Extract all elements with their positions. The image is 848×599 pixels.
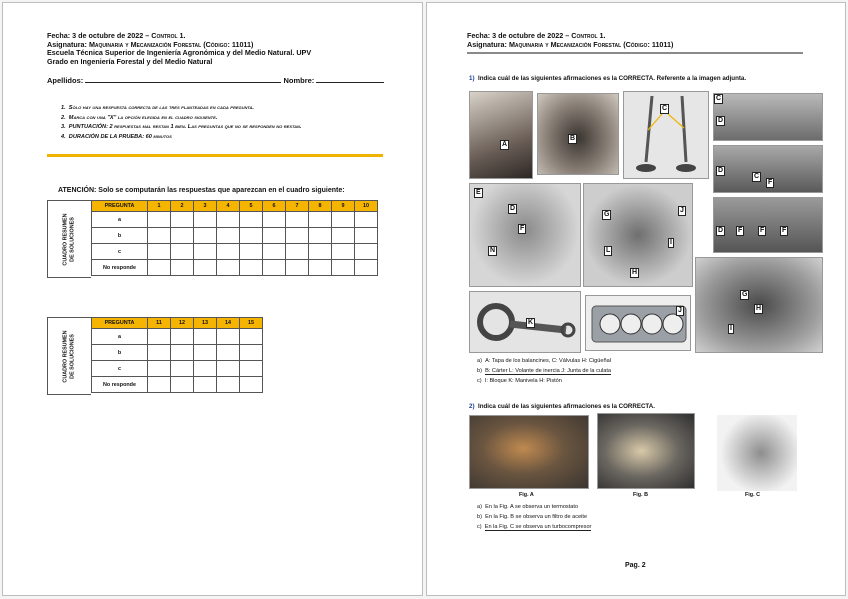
part-label: D [718, 117, 724, 124]
answer-cell[interactable] [148, 228, 171, 244]
answer-cell[interactable] [240, 260, 263, 276]
instruction-item: 3. PUNTUACIÓN: 2 respuestas mal restan 1 bien. Las preguntas que no se responden no restan. [61, 124, 302, 130]
apellidos-field[interactable] [85, 75, 281, 83]
row-label: a [92, 329, 148, 345]
header-divider [467, 52, 803, 54]
part-label: F [782, 227, 787, 234]
answer-option[interactable]: b) B: Cárter L: Volante de inercia J: Junta de la culata [477, 368, 612, 374]
student-name-line [47, 75, 384, 86]
answer-option[interactable]: c) I: Bloque K: Manivela H: Pistón [477, 378, 562, 384]
answer-cell[interactable] [171, 244, 194, 260]
answer-cell[interactable] [171, 212, 194, 228]
part-label: J [678, 307, 682, 314]
exam-page-1 [2, 2, 423, 596]
instruction-item: 1. Sólo hay una respuesta correcta de las tres planteadas en cada pregunta. [61, 105, 254, 111]
answer-cell[interactable] [171, 361, 194, 377]
rocker-cover-photo [469, 91, 533, 179]
figure-caption: Fig. A [519, 492, 534, 498]
row-label: c [92, 361, 148, 377]
answer-option[interactable]: b) En la Fig. B se observa un filtro de aceite [477, 514, 588, 520]
answer-cell[interactable] [194, 361, 217, 377]
question-1: 1) Indica cuál de las siguientes afirmaciones es la CORRECTA. Referente a la imagen adjunta. [469, 75, 747, 82]
instructions-list [61, 104, 302, 142]
answer-cell[interactable] [263, 212, 286, 228]
answer-cell[interactable] [286, 244, 309, 260]
engine-parts-figure [467, 89, 825, 354]
part-label: J [680, 207, 684, 214]
engine-block-photo [583, 183, 693, 287]
answer-table-1 [91, 200, 378, 276]
nombre-field[interactable] [316, 75, 384, 83]
column-header: 3 [194, 201, 217, 212]
answer-cell[interactable] [171, 345, 194, 361]
part-label: K [528, 319, 534, 326]
exam-page-2 [426, 2, 846, 596]
column-header: 5 [240, 201, 263, 212]
answer-cell[interactable] [148, 329, 171, 345]
row-label: b [92, 228, 148, 244]
table-row [92, 361, 263, 377]
cylinder-head-top-photo [713, 93, 823, 141]
answer-cell[interactable] [217, 212, 240, 228]
answer-cell[interactable] [148, 377, 171, 393]
attention-note: ATENCIÓN: Solo se computarán las respuestas que aparezcan en el cuadro siguiente: [58, 187, 345, 194]
row-label: No responde [92, 377, 148, 393]
column-header: 6 [263, 201, 286, 212]
connecting-rod-photo [469, 291, 581, 353]
part-label: D [718, 167, 724, 174]
apellidos-label: Apellidos: [47, 76, 84, 85]
table-row [92, 260, 378, 276]
table-row [92, 345, 263, 361]
answer-cell[interactable] [263, 228, 286, 244]
exam-header [47, 32, 311, 66]
column-header: 14 [217, 318, 240, 329]
part-label: D [510, 205, 516, 212]
part-label: F [520, 225, 525, 232]
answer-cell[interactable] [217, 228, 240, 244]
header-school-line: Escuela Técnica Superior de Ingeniería Agronómica y del Medio Natural. UPV [47, 48, 312, 58]
part-label: B [570, 135, 576, 142]
column-header: 13 [194, 318, 217, 329]
answer-cell[interactable] [194, 377, 217, 393]
part-label: H [632, 269, 638, 276]
fig-c-photo [717, 415, 797, 491]
header-subject-line: Asignatura: Maquinaria y Mecanización Forestal (Código: 11011) [467, 39, 674, 49]
answer-cell[interactable] [355, 244, 378, 260]
nombre-label: Nombre: [283, 76, 315, 85]
answer-cell[interactable] [332, 244, 355, 260]
question-2-options [477, 502, 591, 532]
oil-pan-photo [537, 93, 619, 175]
question-1-options [477, 356, 611, 386]
answer-cell[interactable] [194, 228, 217, 244]
instruction-item: 4. DURACIÓN DE LA PRUEBA: 60 minutos [61, 133, 172, 140]
answer-cell[interactable] [240, 345, 263, 361]
part-label: C [754, 173, 760, 180]
part-label: H [756, 305, 762, 312]
part-label: E [476, 189, 481, 196]
answer-cell[interactable] [217, 361, 240, 377]
answer-cell[interactable] [355, 260, 378, 276]
part-label: F [738, 227, 743, 234]
table-row [92, 244, 378, 260]
answer-option[interactable]: a) A: Tapa de los balancines, C: Válvulas H: Cigüeñal [477, 358, 611, 364]
column-header: 4 [217, 201, 240, 212]
answer-cell[interactable] [355, 228, 378, 244]
answer-cell[interactable] [263, 260, 286, 276]
crankshaft-block-photo [695, 257, 823, 353]
answer-table-2 [91, 317, 263, 393]
summary-side-box [47, 200, 91, 278]
answer-cell[interactable] [194, 244, 217, 260]
header-date-line: Fecha: 3 de octubre de 2022 – Control 1. [47, 31, 186, 40]
column-header: 12 [171, 318, 194, 329]
question-2: 2) Indica cuál de las siguientes afirmaciones es la CORRECTA. [469, 403, 655, 410]
answer-cell[interactable] [194, 260, 217, 276]
answer-cell[interactable] [171, 377, 194, 393]
figure-caption: Fig. B [633, 492, 648, 498]
part-label: D [718, 227, 724, 234]
answer-cell[interactable] [194, 345, 217, 361]
answer-cell[interactable] [194, 329, 217, 345]
part-label: I [670, 239, 672, 246]
answer-cell[interactable] [171, 329, 194, 345]
answer-cell[interactable] [148, 345, 171, 361]
column-header: 10 [355, 201, 378, 212]
part-label: F [768, 179, 773, 186]
answer-cell[interactable] [148, 260, 171, 276]
table-row [92, 212, 378, 228]
answer-cell[interactable] [286, 212, 309, 228]
row-label: c [92, 244, 148, 260]
answer-cell[interactable] [309, 228, 332, 244]
answer-cell[interactable] [148, 212, 171, 228]
header-date-line: Fecha: 3 de octubre de 2022 – Control 1. [467, 31, 606, 40]
row-label: No responde [92, 260, 148, 276]
answer-cell[interactable] [217, 329, 240, 345]
answer-cell[interactable] [286, 228, 309, 244]
answer-cell[interactable] [217, 345, 240, 361]
fig-a-photo [469, 415, 589, 489]
answer-cell[interactable] [217, 260, 240, 276]
column-header: 8 [309, 201, 332, 212]
answer-cell[interactable] [240, 361, 263, 377]
row-label: b [92, 345, 148, 361]
fig-b-photo [597, 413, 695, 489]
answer-cell[interactable] [309, 212, 332, 228]
answer-cell[interactable] [309, 260, 332, 276]
part-label: I [730, 325, 732, 332]
column-header: 9 [332, 201, 355, 212]
answer-cell[interactable] [332, 260, 355, 276]
cylinder-head-mid-photo [713, 145, 823, 193]
answer-cell[interactable] [332, 212, 355, 228]
part-label: C [662, 105, 668, 112]
table-row [92, 329, 263, 345]
answer-cell[interactable] [194, 212, 217, 228]
column-header: 11 [148, 318, 171, 329]
part-label: C [716, 95, 722, 102]
part-label: A [502, 141, 508, 148]
column-header: 1 [148, 201, 171, 212]
row-label: a [92, 212, 148, 228]
answer-cell[interactable] [263, 244, 286, 260]
answer-cell[interactable] [240, 212, 263, 228]
answer-cell[interactable] [217, 244, 240, 260]
part-label: G [742, 291, 748, 298]
table-row [92, 377, 263, 393]
table-row [92, 228, 378, 244]
answer-cell[interactable] [355, 212, 378, 228]
answer-cell[interactable] [240, 377, 263, 393]
valves-photo [623, 91, 709, 179]
figure-caption: Fig. C [745, 492, 760, 498]
head-gasket-photo [585, 295, 691, 351]
answer-cell[interactable] [309, 244, 332, 260]
answer-cell[interactable] [240, 329, 263, 345]
head-gasket-drawing [586, 296, 691, 351]
answer-cell[interactable] [332, 228, 355, 244]
answer-option[interactable]: c) En la Fig. C se observa un turbocompresor [477, 524, 592, 530]
column-header: PREGUNTA [92, 318, 148, 329]
answer-cell[interactable] [217, 377, 240, 393]
camshaft-assembly-photo [469, 183, 581, 287]
answer-cell[interactable] [171, 260, 194, 276]
answer-cell[interactable] [148, 244, 171, 260]
column-header: 15 [240, 318, 263, 329]
answer-cell[interactable] [240, 228, 263, 244]
cylinder-head-bottom-photo [713, 197, 823, 253]
instruction-item: 2. Marca con una "X" la opción elegida en el cuadro siguiente. [61, 114, 218, 121]
summary-side-label: CUADRO RESUMEN DE SOLUCIONES [62, 330, 75, 383]
part-label: N [490, 247, 496, 254]
answer-cell[interactable] [240, 244, 263, 260]
instructions-divider [47, 154, 383, 157]
column-header: 7 [286, 201, 309, 212]
part-label: G [604, 211, 610, 218]
answer-cell[interactable] [171, 228, 194, 244]
exam-header [467, 32, 673, 49]
part-label: L [606, 247, 611, 254]
page-number: Pag. 2 [625, 562, 646, 569]
answer-cell[interactable] [148, 361, 171, 377]
part-label: F [760, 227, 765, 234]
answer-option[interactable]: a) En la Fig. A se observa un termostato [477, 504, 579, 510]
column-header: PREGUNTA [92, 201, 148, 212]
header-subject-line: Asignatura: Maquinaria y Mecanización Forestal (Código: 11011) [47, 39, 254, 49]
summary-side-label: CUADRO RESUMEN DE SOLUCIONES [62, 213, 75, 266]
summary-side-box [47, 317, 91, 395]
answer-cell[interactable] [286, 260, 309, 276]
header-degree-line: Grado en Ingeniería Forestal y del Medio Natural [47, 56, 213, 66]
column-header: 2 [171, 201, 194, 212]
